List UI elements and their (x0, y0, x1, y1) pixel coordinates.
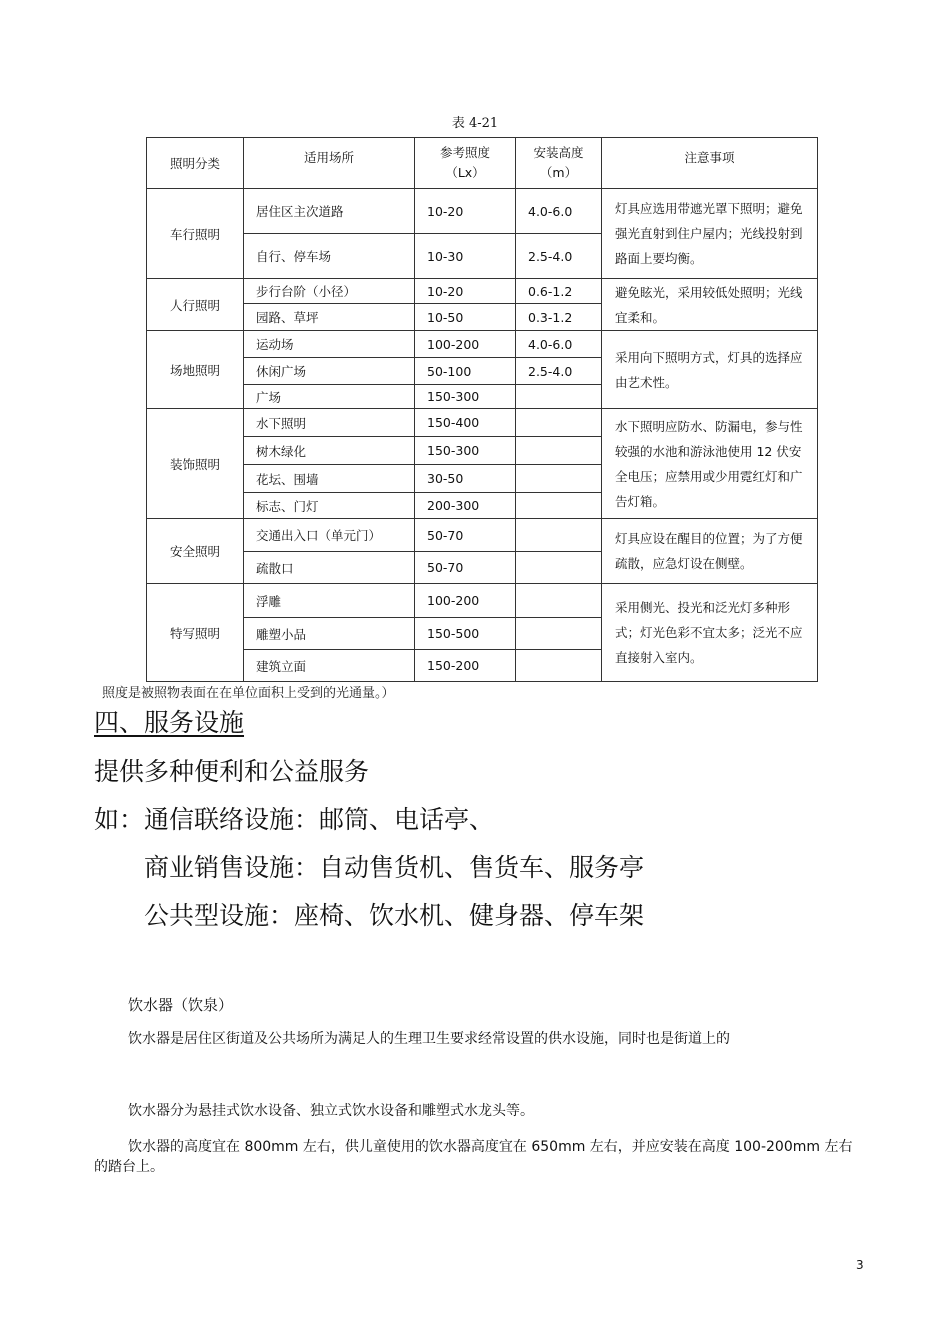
illuminance-cell: 10-50 (415, 304, 516, 331)
illuminance-cell: 10-30 (415, 234, 516, 279)
section-intro: 提供多种便利和公益服务 (94, 757, 370, 786)
page-number: 3 (856, 1258, 864, 1272)
place-cell: 广场 (244, 385, 415, 409)
height-cell (516, 650, 602, 682)
category-cell: 特写照明 (147, 584, 244, 682)
notes-cell: 水下照明应防水、防漏电，参与性较强的水池和游泳池使用 12 伏安全电压；应禁用或少用霓红灯和广告灯箱。 (602, 409, 818, 519)
category-cell: 车行照明 (147, 189, 244, 279)
height-cell: 0.6-1.2 (516, 279, 602, 304)
height-cell (516, 618, 602, 650)
place-cell: 浮雕 (244, 584, 415, 618)
table-row (147, 409, 818, 437)
place-cell: 建筑立面 (244, 650, 415, 682)
table-caption: 表 4-21 (451, 116, 499, 131)
place-cell: 水下照明 (244, 409, 415, 437)
header-height-unit: （m） (539, 165, 578, 180)
table-header-row (147, 138, 818, 189)
place-cell: 休闲广场 (244, 358, 415, 385)
category-cell: 人行照明 (147, 279, 244, 331)
illuminance-cell: 10-20 (415, 279, 516, 304)
facility-line-public: 公共型设施：座椅、饮水机、健身器、停车架 (144, 901, 645, 930)
illuminance-cell: 30-50 (415, 465, 516, 493)
illuminance-cell: 50-70 (415, 519, 516, 552)
table-row (147, 279, 818, 304)
header-notes: 注意事项 (602, 138, 818, 189)
illuminance-cell: 150-200 (415, 650, 516, 682)
notes-cell: 灯具应选用带遮光罩下照明；避免强光直射到住户屋内；光线投射到路面上要均衡。 (602, 189, 818, 279)
illuminance-cell: 150-500 (415, 618, 516, 650)
illuminance-cell: 150-400 (415, 409, 516, 437)
facility-line-communication: 如：通信联络设施：邮筒、电话亭、 (94, 805, 495, 834)
height-cell (516, 385, 602, 409)
lighting-table-body (147, 138, 818, 682)
category-cell: 装饰照明 (147, 409, 244, 519)
table-row (147, 331, 818, 358)
height-cell (516, 519, 602, 552)
category-cell: 安全照明 (147, 519, 244, 584)
illuminance-cell: 10-20 (415, 189, 516, 234)
height-cell: 2.5-4.0 (516, 358, 602, 385)
table-row (147, 519, 818, 552)
drinking-title: 饮水器（饮泉） (128, 996, 234, 1014)
height-cell (516, 409, 602, 437)
place-cell: 雕塑小品 (244, 618, 415, 650)
illuminance-cell: 100-200 (415, 584, 516, 618)
lighting-table (146, 137, 818, 682)
height-cell: 4.0-6.0 (516, 189, 602, 234)
height-cell (516, 584, 602, 618)
drinking-paragraph-2: 饮水器分为悬挂式饮水设备、独立式饮水设备和雕塑式水龙头等。 (128, 1103, 534, 1119)
place-cell: 自行、停车场 (244, 234, 415, 279)
table-row (147, 189, 818, 234)
category-cell: 场地照明 (147, 331, 244, 409)
place-cell: 树木绿化 (244, 437, 415, 465)
notes-cell: 避免眩光，采用较低处照明；光线宜柔和。 (602, 279, 818, 331)
height-cell (516, 465, 602, 493)
height-cell (516, 493, 602, 519)
illuminance-cell: 150-300 (415, 437, 516, 465)
height-cell (516, 552, 602, 584)
place-cell: 交通出入口（单元门） (244, 519, 415, 552)
header-category: 照明分类 (147, 138, 244, 189)
facility-line-commercial: 商业销售设施：自动售货机、售货车、服务亭 (144, 853, 645, 882)
place-cell: 标志、门灯 (244, 493, 415, 519)
height-cell: 4.0-6.0 (516, 331, 602, 358)
illuminance-cell: 50-70 (415, 552, 516, 584)
section-heading: 四、服务设施 (94, 708, 245, 737)
drinking-paragraph-3-line-1: 饮水器的高度宜在 800mm 左右，供儿童使用的饮水器高度宜在 650mm 左右，并应安装在高度 100-200mm 左右 (128, 1139, 853, 1155)
header-illuminance-unit: （Lx） (445, 165, 485, 180)
table-row (147, 584, 818, 618)
notes-cell: 采用向下照明方式，灯具的选择应由艺术性。 (602, 331, 818, 409)
place-cell: 园路、草坪 (244, 304, 415, 331)
height-cell: 2.5-4.0 (516, 234, 602, 279)
place-cell: 花坛、围墙 (244, 465, 415, 493)
height-cell (516, 437, 602, 465)
illuminance-cell: 50-100 (415, 358, 516, 385)
header-height-label: 安装高度 (533, 145, 584, 160)
notes-cell: 灯具应设在醒目的位置；为了方便疏散，应急灯设在侧壁。 (602, 519, 818, 584)
header-illuminance (415, 138, 516, 189)
height-cell: 0.3-1.2 (516, 304, 602, 331)
notes-cell: 采用侧光、投光和泛光灯多种形式；灯光色彩不宜太多；泛光不应直接射入室内。 (602, 584, 818, 682)
illuminance-footnote: 照度是被照物表面在在单位面积上受到的光通量。） (102, 686, 395, 701)
drinking-paragraph-1: 饮水器是居住区街道及公共场所为满足人的生理卫生要求经常设置的供水设施，同时也是街道上的 (128, 1031, 730, 1047)
drinking-paragraph-3-line-2: 的踏台上。 (94, 1159, 164, 1175)
illuminance-cell: 100-200 (415, 331, 516, 358)
header-illuminance-label: 参考照度 (439, 145, 490, 160)
place-cell: 疏散口 (244, 552, 415, 584)
header-place: 适用场所 (244, 138, 415, 189)
place-cell: 运动场 (244, 331, 415, 358)
header-height (516, 138, 602, 189)
illuminance-cell: 200-300 (415, 493, 516, 519)
place-cell: 步行台阶（小径） (244, 279, 415, 304)
place-cell: 居住区主次道路 (244, 189, 415, 234)
illuminance-cell: 150-300 (415, 385, 516, 409)
